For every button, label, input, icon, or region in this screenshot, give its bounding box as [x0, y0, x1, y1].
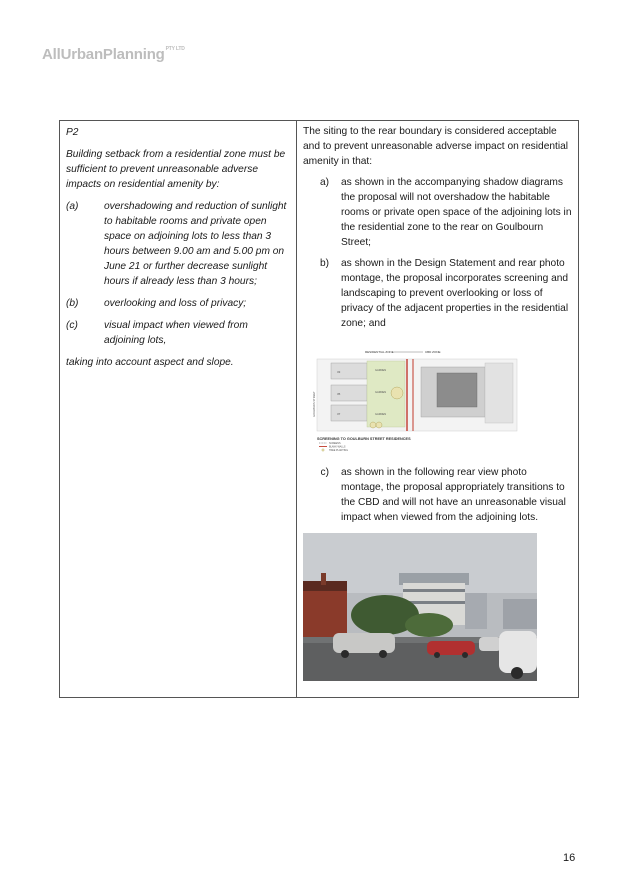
criteria-item-key: (b) — [66, 298, 79, 309]
car-wheel — [434, 652, 440, 658]
company-logo — [42, 46, 185, 63]
street-label: GOULBURN STREET — [313, 391, 316, 417]
diagram-zone-right-label: CBD ZONE — [425, 350, 441, 354]
criteria-intro: Building setback from a residential zone must be sufficient to prevent unreasonable adverse impacts on residential amenity by: — [66, 149, 286, 190]
criteria-item-c — [66, 318, 290, 348]
parked-car — [427, 641, 475, 655]
logo-text: AllUrbanPlanning — [42, 46, 165, 63]
garden-label: GARDEN — [375, 391, 387, 394]
tree-planting-icon — [376, 422, 382, 428]
response-item-text: as shown in the accompanying shadow diagrams the proposal will not overshadow the habitable rooms or private open space of the adjoining lots in the residential zone to the rear on Goulbourn Street; — [341, 177, 572, 248]
diagram-zone-left-label: RESIDENTIAL ZONE — [365, 350, 394, 354]
response-item-a — [303, 175, 572, 250]
rear-view-photo-montage — [303, 533, 537, 681]
response-intro: The siting to the rear boundary is considered acceptable and to prevent unreasonable adverse impact on residential amenity in that: — [303, 126, 569, 167]
diagram-caption: SCREENING TO GOULBURN STREET RESIDENCES — [317, 437, 411, 441]
legend-label: TREE PLANTING — [329, 449, 348, 452]
criteria-item-key: (c) — [66, 320, 78, 331]
proposal-building — [437, 373, 477, 407]
criteria-cell — [60, 121, 297, 698]
criteria-item-key: (a) — [66, 201, 79, 212]
criteria-closing: taking into account aspect and slope. — [66, 357, 234, 368]
parked-car — [479, 637, 501, 651]
legend-tree-swatch — [322, 449, 324, 451]
response-item-b — [303, 256, 572, 331]
site-plan-diagram — [313, 347, 523, 452]
response-item-key: c) — [320, 467, 329, 478]
criteria-item-text: overshadowing and reduction of sunlight to habitable rooms and private open space on adjoining lots to less than 3 hours between 9.00 am and 5.00 pm on June 21 or further decrease sunlight hours if already less than 3 hours; — [104, 201, 287, 287]
chimney — [321, 573, 326, 585]
response-item-c — [303, 465, 572, 525]
tree-planting-icon — [391, 387, 403, 399]
response-item-key: a) — [319, 177, 329, 188]
response-item-text: as shown in the following rear view photo montage, the proposal appropriately transitions to the CBD and will not have an unreasonable visual impact when viewed from the adjoining lots. — [341, 467, 566, 523]
criteria-item-a — [66, 199, 290, 289]
building-band — [403, 589, 465, 592]
car-wheel — [462, 652, 468, 658]
adjacent-building — [465, 593, 487, 629]
lot-label: 35 — [337, 392, 341, 396]
car-wheel — [341, 650, 349, 658]
criteria-item-text: visual impact when viewed from adjoining lots, — [104, 320, 248, 346]
response-cell — [297, 121, 579, 698]
page-number: 16 — [563, 852, 576, 864]
car-wheel — [511, 667, 523, 679]
criteria-item-b — [66, 296, 290, 311]
legend-label: SCREENS — [329, 442, 341, 445]
car-wheel — [379, 650, 387, 658]
parked-car — [333, 633, 395, 653]
response-item-key: b) — [319, 258, 329, 269]
garden-label: GARDEN — [375, 369, 387, 372]
lot-label: 37 — [337, 412, 341, 416]
criteria-item-text: overlooking and loss of privacy; — [104, 298, 247, 309]
distant-building — [503, 599, 537, 629]
response-item-text: as shown in the Design Statement and rear photo montage, the proposal incorporates screening and landscaping to prevent overlooking or loss of privacy of the adjacent properties in the residential zone; and — [341, 258, 569, 329]
tree-canopy — [405, 613, 453, 637]
lot-label: 33 — [337, 370, 341, 374]
parked-suv — [499, 631, 537, 673]
legend-label: BLANK WALLS — [329, 445, 346, 449]
criteria-heading: P2 — [66, 127, 79, 138]
tree-planting-icon — [370, 422, 376, 428]
assessment-table — [59, 120, 579, 698]
logo-mark: PTY LTD — [165, 46, 185, 52]
garden-label: GARDEN — [375, 413, 387, 416]
adjoining-building — [485, 363, 513, 423]
